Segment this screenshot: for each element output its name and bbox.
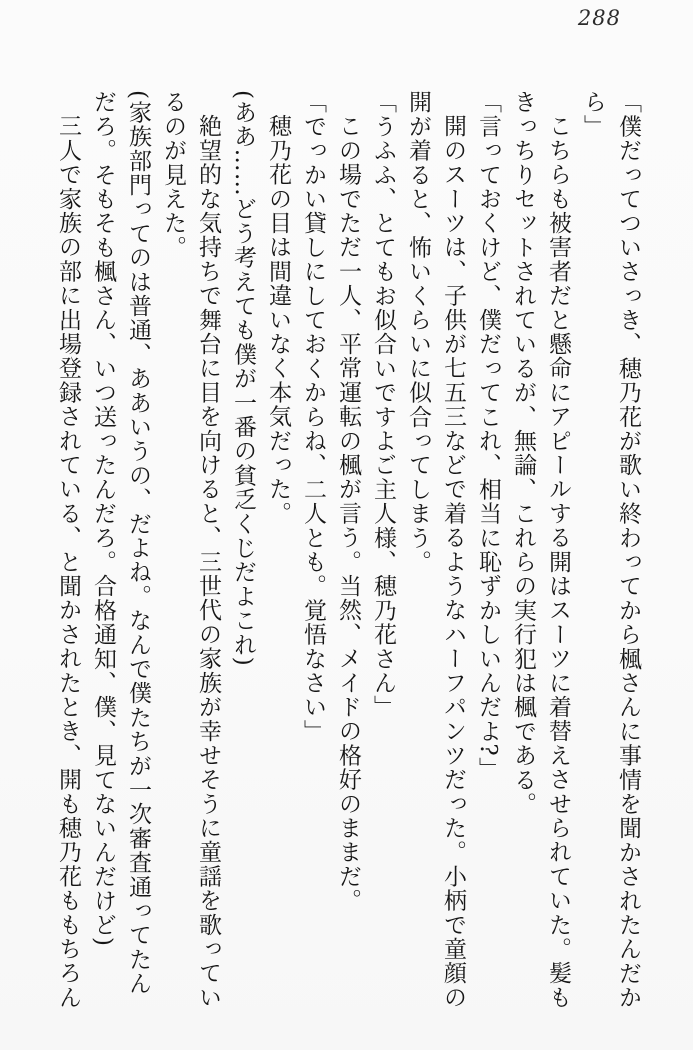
- text-line: 「でっかい貸しにしておくからね、二人とも。覚悟なさい」: [300, 90, 326, 744]
- text-line: (家族部門ってのは普通、ああいうの、だよね。なんで僕たちが一次審査通ってたん: [125, 90, 151, 996]
- text-line: 開のスーツは、子供が七五三などで着るようなハーフパンツだった。小柄で童顔の: [440, 114, 466, 1010]
- text-line: 「うふふ、とてもお似合いですよご主人様、穂乃花さん」: [370, 90, 396, 720]
- text-line: 「言っておくけど、僕だってこれ、相当に恥ずかしいんだよ?」: [475, 90, 501, 782]
- text-line: だろ。そもそも楓さん、いつ送ったんだろ。合格通知、僕、見てないんだけど): [90, 90, 116, 948]
- page-number: 288: [577, 6, 621, 30]
- text-line: 開が着ると、怖いくらいに似合ってしまう。: [405, 90, 431, 574]
- text-line: 三人で家族の部に出場登録されている、と聞かされたとき、開も穂乃花ももちろん: [55, 114, 81, 1010]
- vertical-text-block: [50, 90, 645, 1018]
- text-line: きっちりセットされているが、無論、これらの実行犯は楓である。: [510, 90, 536, 816]
- text-line: 「僕だってついさっき、穂乃花が歌い終わってから楓さんに事情を聞かされたんだか: [615, 90, 641, 1010]
- text-line: 絶望的な気持ちで舞台に目を向けると、三世代の家族が幸せそうに童謡を歌ってい: [195, 114, 221, 1010]
- text-line: この場でただ一人、平常運転の楓が言う。当然、メイドの格好のままだ。: [335, 114, 361, 913]
- text-line: ら」: [580, 90, 606, 139]
- text-line: 穂乃花の目は間違いなく本気だった。: [265, 114, 291, 526]
- text-line: こちらも被害者だと懸命にアピールする開はスーツに着替えさせられていた。髪も: [545, 114, 571, 1010]
- text-line: (ああ……どう考えても僕が一番の貧乏くじだよこれ): [230, 90, 256, 667]
- text-line: るのが見えた。: [160, 90, 186, 260]
